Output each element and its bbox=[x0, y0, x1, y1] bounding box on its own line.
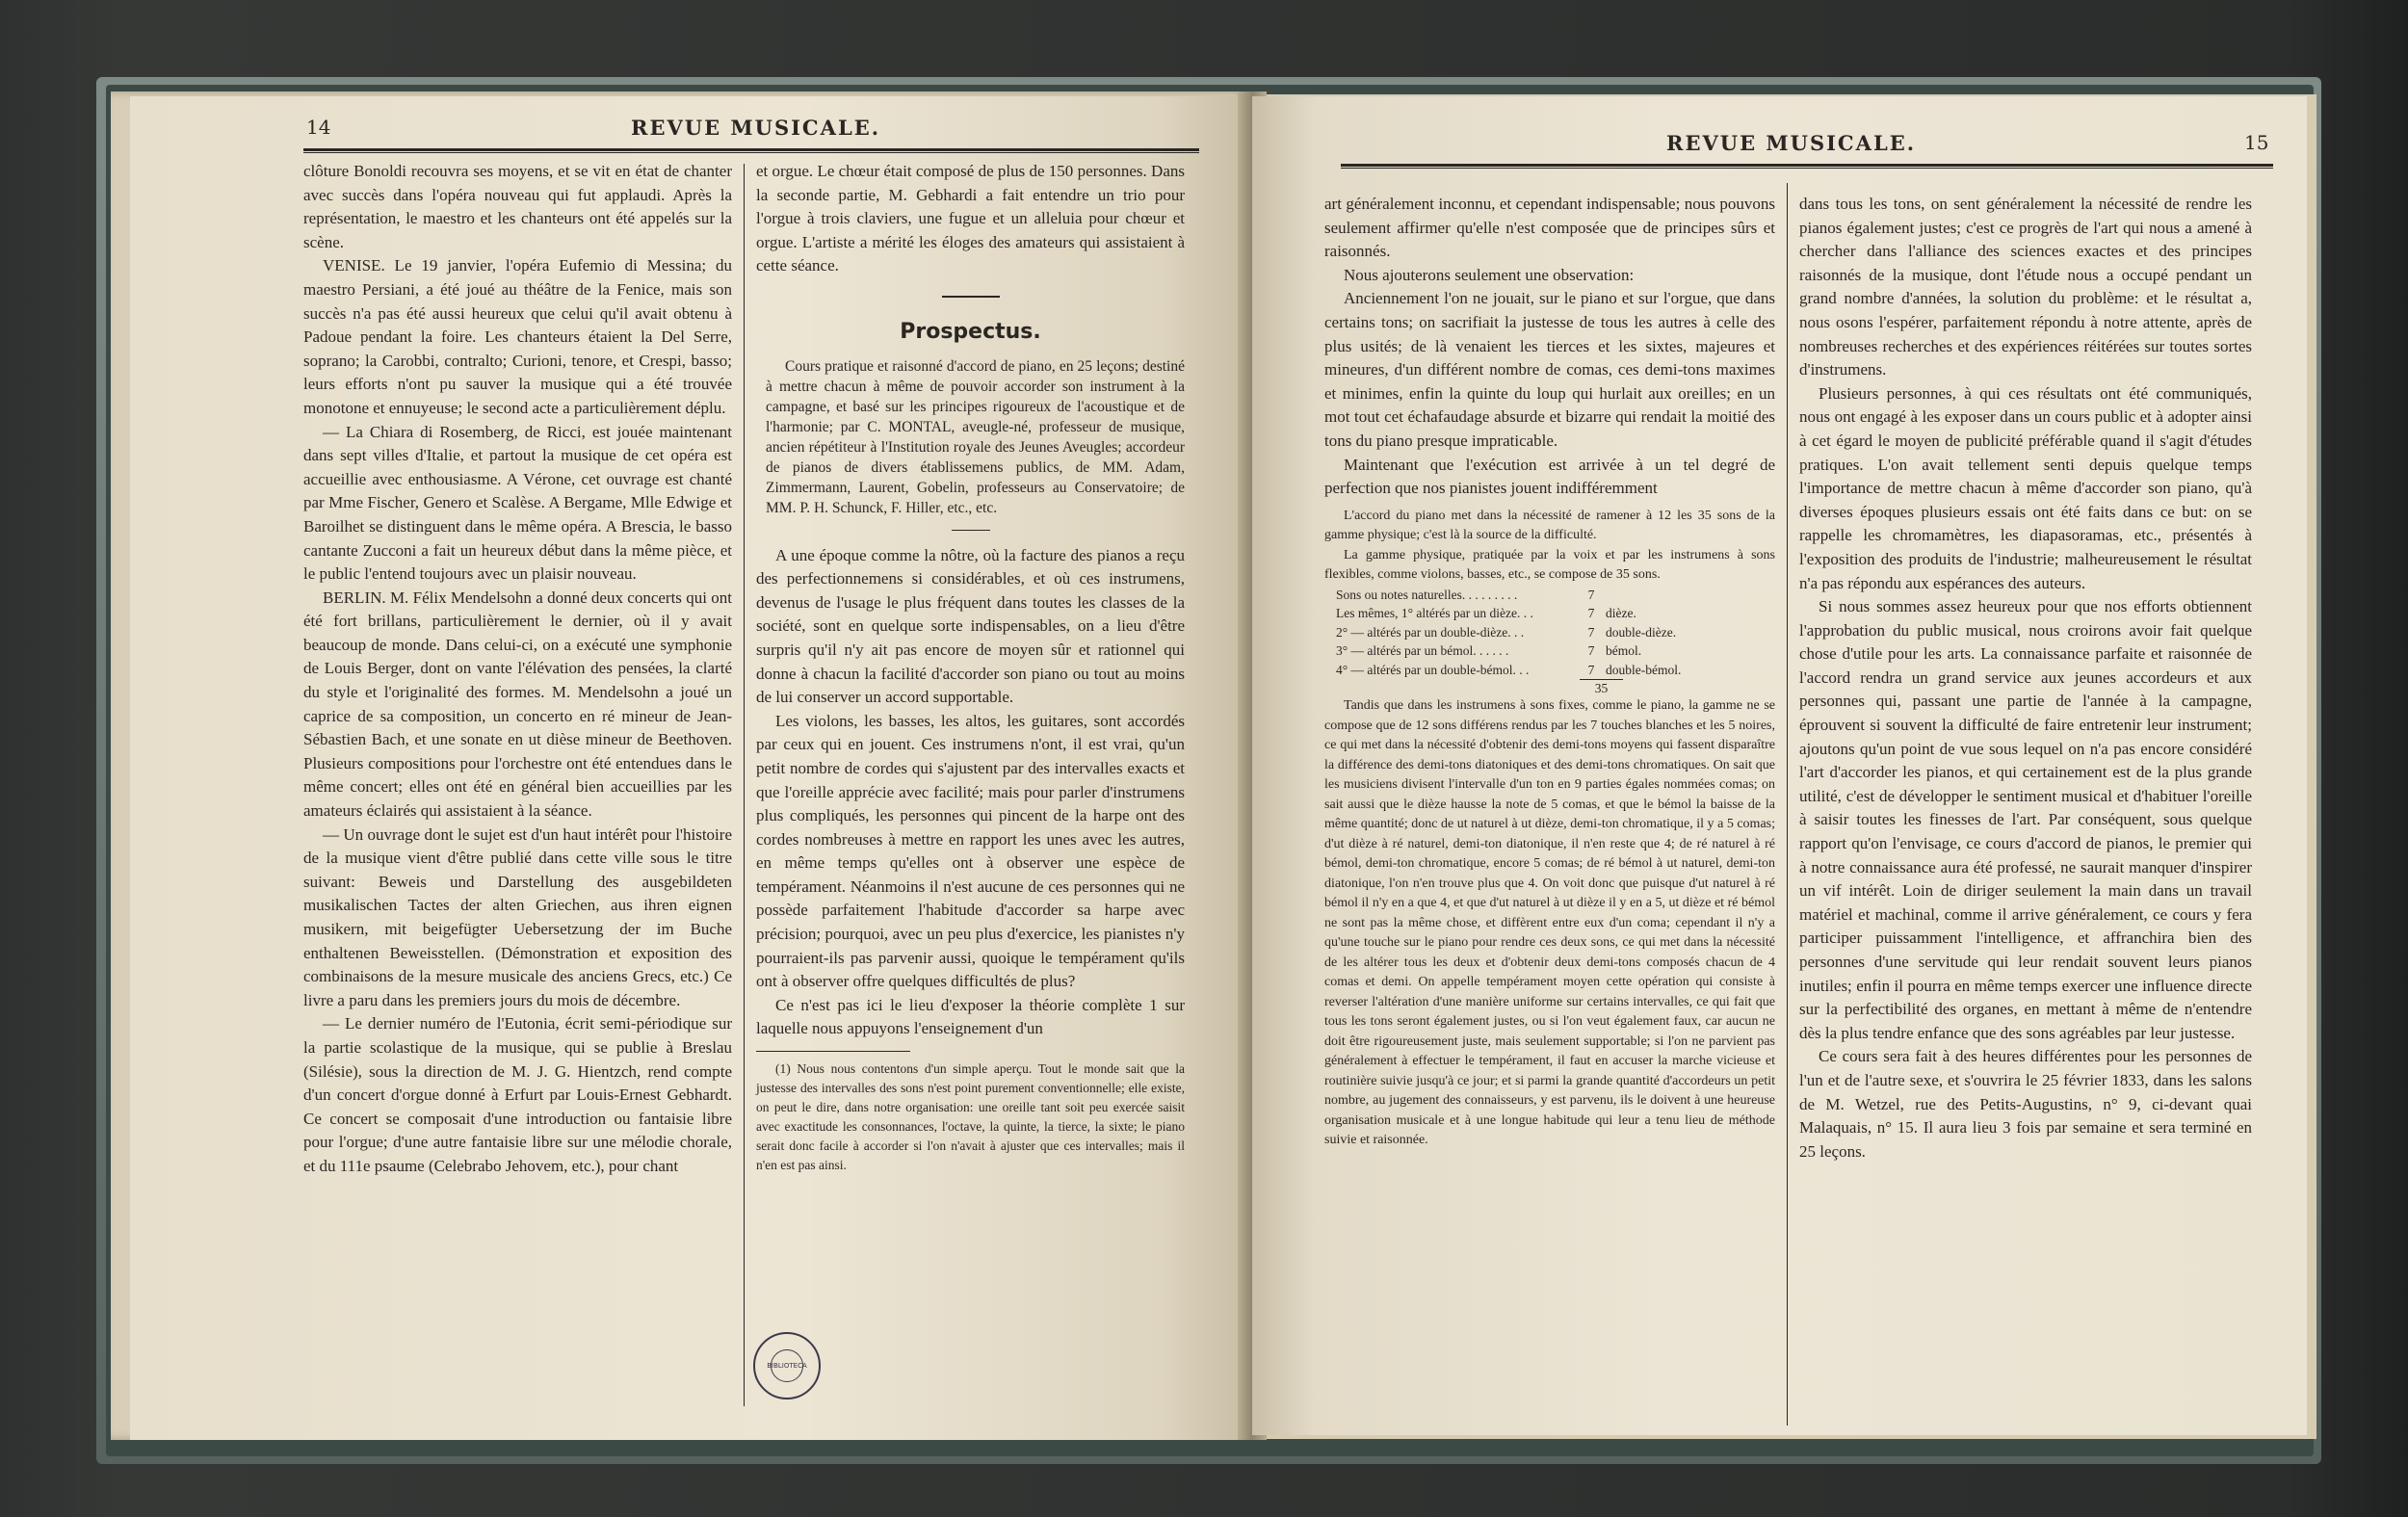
scale-total: 35 bbox=[1580, 679, 1623, 696]
scale-cell-count: 7 bbox=[1587, 624, 1595, 640]
paragraph: Ce n'est pas ici le lieu d'exposer la théorie complète 1 sur laquelle nous appuyons l'enseignement d'un bbox=[756, 995, 1185, 1038]
paragraph: Les violons, les basses, les altos, les guitares, sont accordés par ceux qui en jouent. Ces instrumens n'ont, il est vrai, qu'un petit nombre de cordes qui s'ajustent par des intervalles exacts et que l'oreille apprécie avec facilité; mais pour parler d'instrumens plus compliqués, les personnes qui pincent de la harpe ont des cordes nombreuses à mettre en rapport les unes avec les autres, en même temps qu'elles ont à observer une espèce de tempérament. Néanmoins il n'est aucune de ces personnes qui ne possède parfaitement l'habitude d'accorder sa harpe avec précision; pourquoi, avec un peu plus d'exercice, les pianistes n'y pourraient-ils pas parvenir aussi, quoique le tempérament qu'ils ont à observer offre quelques difficultés de plus? bbox=[756, 711, 1185, 991]
scale-cell-kind: bémol. bbox=[1606, 643, 1642, 659]
paragraph: BERLIN. M. Félix Mendelsohn a donné deux concerts qui ont été fort brillans, particulièrement le dernier, où il y avait beaucoup de monde. Dans celui-ci, on a exécuté une symphonie de Louis Berger, dont on vante l'élévation des pensées, la clarté du style et l'originalité des formes. M. Mendelsohn a joué un caprice de sa composition, un concerto en ré mineur de Jean-Sébastien Bach, et une sonate en ut dièse mineur de Beethoven. Plusieurs compositions pour l'orchestre ont été entendues dans le même concert; elles ont été en général bien accueillies par les amateurs éclairés qui assistaient à la séance. bbox=[303, 588, 732, 821]
scale-table-row bbox=[1336, 623, 1741, 642]
scale-cell-label: 4° — altérés par un double-bémol. . . bbox=[1336, 662, 1530, 677]
left-column-divider bbox=[744, 164, 745, 1406]
paragraph: clôture Bonoldi recouvra ses moyens, et se vit en état de chanter avec succès dans l'opéra nouveau qui fut applaudi. Après la représentation, le maestro et les chanteurs ont été appelés sur la scène. bbox=[303, 162, 732, 251]
right-column-2 bbox=[1799, 193, 2252, 1164]
left-column-1 bbox=[303, 160, 732, 1179]
paragraph: A une époque comme la nôtre, où la facture des pianos a reçu des perfectionnemens si considérables, et où ces instrumens, devenus de l'usage le plus fréquent dans toutes les classes de la société, sont en quelque sorte indispensables, on a lieu d'être surpris qu'il n'y ait pas encore de moyen sûr et rationnel qui donne à chacun la facilité d'accorder son piano ou tout au moins de lui conserver un accord supportable. bbox=[756, 545, 1185, 707]
small-paragraph: L'accord du piano met dans la nécessité de ramener à 12 les 35 sons de la gamme physique; c'est là la source de la difficulté. bbox=[1324, 508, 1775, 543]
prospectus-title: Prospectus. bbox=[900, 319, 1041, 344]
left-page bbox=[130, 96, 1247, 1440]
left-page-number: 14 bbox=[306, 116, 331, 139]
paragraph: Si nous sommes assez heureux pour que nos efforts obtiennent l'approbation du public musical, nous croirons avoir fait quelque chose d'utile pour les arts. La connaissance parfaite et raisonnée de l'accord rendra un grand service aux jeunes accordeurs et aux personnes qui, passant une partie de l'année à la campagne, éprouvent si souvent la difficulté de faire entretenir leur instrument; ajoutons qu'un point de vue sous lequel on n'a pas encore considéré l'art d'accorder les pianos, et qui certainement est de la plus grande utilité, c'est de développer le sentiment musical et d'habituer l'oreille à saisir toutes les finesses de l'art. Par conséquent, sous quelque rapport qu'on l'envisage, ce cours d'accord de pianos, le premier qui à notre connaissance aura été professé, ne saurait manquer d'inspirer un vif intérêt. Loin de diriger seulement la main dans un travail matériel et machinal, comme il arrive généralement, ce cours y fera participer puissamment l'intelligence, et affranchira bien des personnes d'une servitude qui leur rendait souvent leurs pianos inutiles; enfin il pourra en même temps exercer une influence directe sur la perfectibilité des organes, en mettant à même de n'entendre dès la plus tendre enfance que des sons agréables par leur justesse. bbox=[1799, 597, 2252, 1042]
scale-table bbox=[1336, 586, 1741, 680]
scale-cell-count: 7 bbox=[1587, 587, 1595, 602]
scale-cell-kind: double-dièze. bbox=[1606, 624, 1677, 640]
scale-table-row bbox=[1336, 641, 1741, 661]
left-head-rule bbox=[303, 148, 1199, 153]
paragraph: — Le dernier numéro de l'Eutonia, écrit semi-périodique sur la partie scolastique de la musique, qui se publie à Breslau (Silésie), sous la direction de M. J. G. Hientzch, rend compte d'un concert d'orgue donné à Erfurt par Louis-Ernest Gebhardt. Ce concert se composait d'une introduction ou fantaisie libre pour l'orgue; d'une autre fantaisie libre sur une mélodie chorale, et du 111e psaume (Celebrabo Jehovem, etc.), pour chant bbox=[303, 1014, 732, 1175]
paragraph: Plusieurs personnes, à qui ces résultats ont été communiqués, nous ont engagé à les exposer dans un cours public et à adopter ainsi à cet égard le moyen de publicité préférable quand il s'agit d'études pratiques. L'on avait tellement senti depuis quelque temps l'importance de mettre chacun à même d'accorder son piano, qu'à diverses époques plusieurs essais ont été faits dans ce but: on se rappelle les chromamètres, les diapasoramas, etc., présentés à l'exposition des produits de l'industrie; malheureusement le résultat n'a pas répondu aux espérances des auteurs. bbox=[1799, 383, 2252, 592]
right-column-1 bbox=[1324, 193, 1775, 1151]
paragraph: et orgue. Le chœur était composé de plus de 150 personnes. Dans la seconde partie, M. Gebhardi a fait entendre un trio pour l'orgue à trois claviers, une fugue et un alleluia pour chœur et orgue. L'artiste a mérité les éloges des amateurs qui assistaient à cette séance. bbox=[756, 162, 1185, 275]
footnote-rule bbox=[756, 1051, 910, 1052]
scale-cell-label: Sons ou notes naturelles. . . . . . . . . bbox=[1336, 587, 1518, 602]
left-running-head: REVUE MUSICALE. bbox=[631, 116, 881, 140]
right-running-head: REVUE MUSICALE. bbox=[1666, 131, 1917, 155]
paragraph: Ce cours sera fait à des heures différentes pour les personnes de l'un et de l'autre sexe, et s'ouvrira le 25 février 1833, dans les salons de M. Wetzel, rue des Petits-Augustins, n° 9, ci-devant quai Malaquais, n° 15. Il aura lieu 3 fois par semaine et sera terminé en 25 leçons. bbox=[1799, 1047, 2252, 1161]
scale-cell-count: 7 bbox=[1587, 643, 1595, 659]
scale-cell-kind: dièze. bbox=[1606, 606, 1636, 621]
scale-cell-kind bbox=[1606, 586, 1741, 605]
footnote: (1) Nous nous contentons d'un simple aperçu. Tout le monde sait que la justesse des intervalles des sons n'est point purement conventionnelle; elle existe, on peut le dire, dans notre organisation: une oreille tant soit peu exercée saisit avec exactitude les consonnances, l'octave, la quinte, la tierce, la sixte; le piano serait donc facile à accorder si l'on n'avait à ajuster que ces intervalles; mais il n'en est pas ainsi. bbox=[756, 1061, 1185, 1173]
small-paragraph: La gamme physique, pratiquée par la voix et par les instrumens à sons flexibles, comme violons, basses, etc., se compose de 35 sons. bbox=[1324, 547, 1775, 583]
scale-cell-count: 7 bbox=[1587, 606, 1595, 621]
scale-table-row bbox=[1336, 586, 1741, 605]
library-stamp-center: BIBLIOTECA bbox=[771, 1349, 803, 1382]
right-head-rule bbox=[1341, 164, 2273, 169]
paragraph: dans tous les tons, on sent généralement la nécessité de rendre les pianos également justes; c'est ce progrès de l'art qui nous a amené à chercher dans l'alliance des sciences exactes et des principes raisonnés de la musique, dont l'étude nous a occupé pendant un grand nombre d'années, la solution du problème: et le résultat a, nous osons l'espérer, parfaitement répondu à notre attente, après de nombreuses recherches et des expériences réitérées sur toutes sortes d'instrumens. bbox=[1799, 195, 2252, 379]
right-page-number: 15 bbox=[2244, 131, 2269, 154]
scale-table-row bbox=[1336, 604, 1741, 623]
paragraph: art généralement inconnu, et cependant indispensable; nous pouvons seulement affirmer qu'elle n'est composée que de principes sûrs et raisonnés. bbox=[1324, 195, 1775, 261]
scale-cell-label: 3° — altérés par un bémol. . . . . . bbox=[1336, 643, 1509, 659]
paragraph: — Un ouvrage dont le sujet est d'un haut intérêt pour l'histoire de la musique vient d'être publié dans cette ville sous le titre suivant: Beweis und Darstellung des ausgebildeten musikalischen Tactes der alten Griechen, aus ihren eignen musikern, mit beigefügter Uebersetzung der im Buche enthaltenen Beweisstellen. (Démonstration et exposition des combinaisons de la mesure musicale des anciens Grecs, etc.) Ce livre a paru dans les premiers jours du mois de décembre. bbox=[303, 824, 732, 1009]
right-page bbox=[1252, 96, 2307, 1435]
paragraph: Anciennement l'on ne jouait, sur le piano et sur l'orgue, que dans certains tons; on sacrifiait la justesse de tous les autres à celle des plus usités; de là venaient les tierces et les sixtes, majeures et mineures, d'un différent nombre de comas, ces demi-tons maximes et minimes, enfin la quinte du loup qui hurlait aux oreilles; en un mot tout cet échafaudage absurde et bizarre qui rendait la moitié des tons du piano presque impraticable. bbox=[1324, 289, 1775, 450]
paragraph: — La Chiara di Rosemberg, de Ricci, est jouée maintenant dans sept villes d'Italie, et partout la musique de cet opéra est accueillie avec enthousiasme. A Vérone, cet ouvrage est chanté par Mme Fischer, Genero et Scalèse. A Bergame, Mlle Edwige et Baroilhet se distinguent dans le même opéra. A Brescia, le basso cantante Zucconi a fait un heureux début dans la même pièce, et le public l'entend toujours avec un plaisir nouveau. bbox=[303, 422, 732, 584]
paragraph: Maintenant que l'exécution est arrivée à un tel degré de perfection que nos pianistes jouent indifféremment bbox=[1324, 455, 1775, 498]
paragraph: VENISE. Le 19 janvier, l'opéra Eufemio di Messina; du maestro Persiani, a été joué au théâtre de la Fenice, mais son succès n'a pas été aussi heureux que celui qu'il avait obtenu à Padoue pendant la foire. Les chanteurs étaient la Del Serre, soprano; la Carobbi, contralto; Curioni, tenore, et Crespi, basso; leurs efforts n'ont pu sauver la musique qui a été trouvée monotone et ennuyeuse; le second acte a particulièrement déplu. bbox=[303, 256, 732, 417]
scale-cell-kind: double-bémol. bbox=[1606, 662, 1682, 677]
section-divider bbox=[952, 530, 990, 531]
section-divider bbox=[942, 296, 1000, 298]
scale-table-row bbox=[1336, 661, 1741, 680]
scale-cell-count: 7 bbox=[1587, 662, 1595, 677]
paragraph: Nous ajouterons seulement une observation: bbox=[1344, 265, 1635, 284]
prospectus-summary: Cours pratique et raisonné d'accord de piano, en 25 leçons; destiné à mettre chacun à même de pouvoir accorder son instrument à la campagne, et basé sur les principes rigoureux de l'acoustique et de l'harmonie; par C. MONTAL, aveugle-né, professeur de musique, ancien répétiteur à l'Institution royale des Jeunes Aveugles; accordeur de pianos de divers établissemens publics, de MM. Adam, Zimmermann, Laurent, Gobelin, professeurs au Conservatoire; de MM. P. H. Schunck, F. Hiller, etc., etc. bbox=[766, 357, 1185, 516]
right-column-divider bbox=[1787, 183, 1788, 1425]
library-stamp bbox=[753, 1332, 821, 1399]
scale-cell-label: 2° — altérés par un double-dièze. . . bbox=[1336, 624, 1525, 640]
scale-cell-label: Les mêmes, 1° altérés par un dièze. . . bbox=[1336, 606, 1533, 621]
left-column-2 bbox=[756, 160, 1185, 1175]
small-paragraph: Tandis que dans les instrumens à sons fixes, comme le piano, la gamme ne se compose que de 12 sons différens rendus par les 7 touches blanches et les 5 noires, ce qui met dans la nécessité d'obtenir des demi-tons moyens qui fassent disparaître la différence des demi-tons diatoniques et des demi-tons chromatiques. On sait que les musiciens divisent l'intervalle d'un ton en 9 parties égales nommées comas; on sait aussi que le dièze hausse la note de 5 comas, et que le bémol la baisse de la même quantité; donc de ut naturel à ut dièze, demi-ton chromatique, il y a 5 comas; d'ut dièze à ré naturel, demi-ton diatonique, il n'en reste que 4; de ré naturel à ré bémol, demi-ton chromatique, encore 5 comas; de ré bémol à ut naturel, demi-ton diatonique, l'on n'en trouve plus que 4. On voit donc que puisque d'ut naturel à ré bémol il n'y en a que 4, et que d'ut naturel à ut dièze il y en a 5, ut dièze et ré bémol ne sont pas la même chose, et diffèrent entre eux d'un coma; cependant il n'y a qu'une touche sur le piano pour rendre ces deux sons, ce qui met dans la nécessité de les altérer tous les deux et d'obtenir deux demi-tons composés chacun de 4 comas et demi. On appelle tempérament moyen cette opération qui consiste à reverser l'altération d'une manière uniforme sur certains intervalles, ce qui fait que tous les tons seront également justes, ou si l'on veut également faux, car aucun ne doit être rigoureusement juste, mais seulement supportable; si l'on ne parvient pas généralement à effectuer le tempérament, il faut en accuser la marche vicieuse et routinière suivie jusqu'à ce jour; et si parmi la grande quantité d'accordeurs un petit nombre, au jugement des connaisseurs, y est parvenu, ils le doivent à une heureuse organisation musicale et à une longue habitude qui leur a tenu lieu de méthode suivie et raisonnée. bbox=[1324, 698, 1775, 1148]
